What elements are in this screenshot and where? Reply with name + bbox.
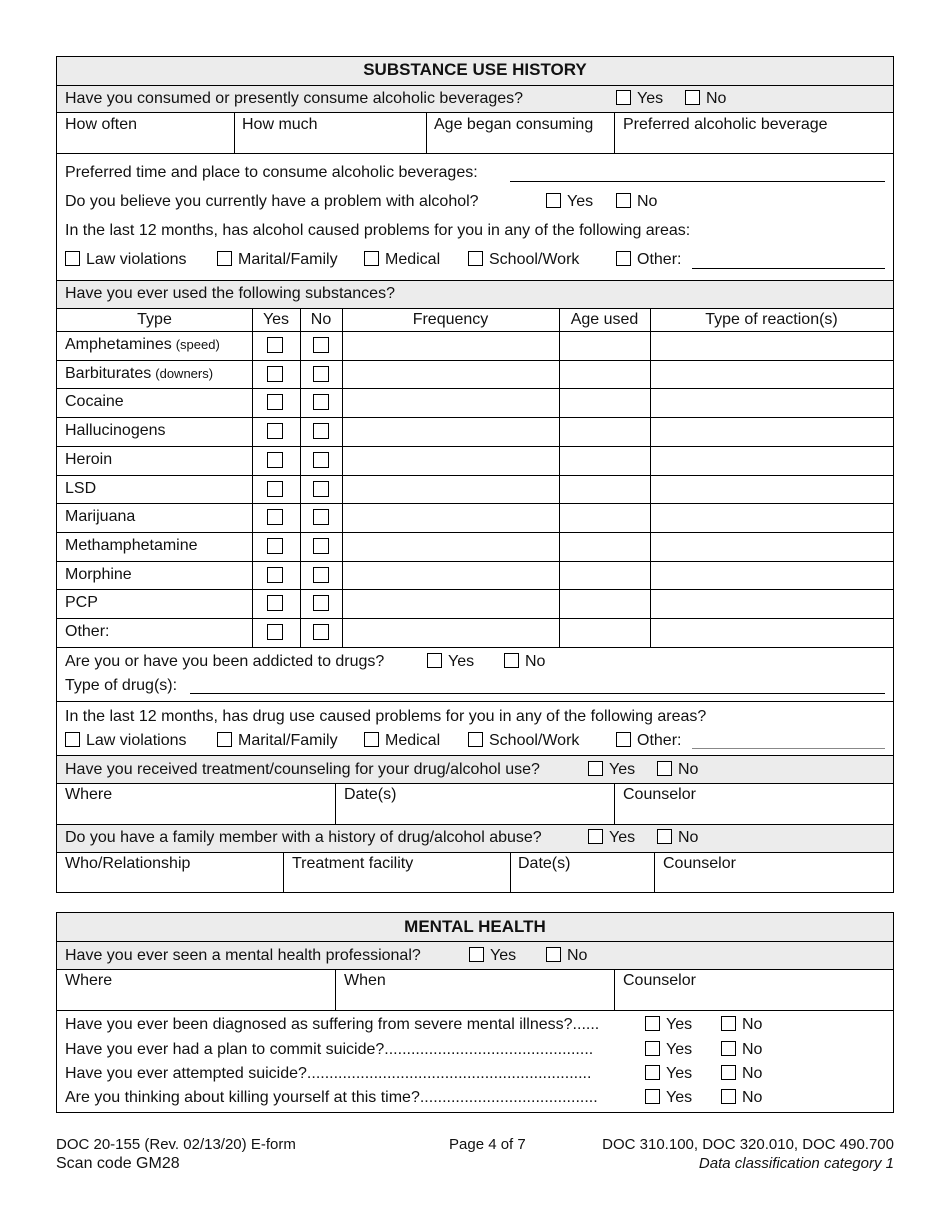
mental-q1-yes[interactable] (645, 1016, 692, 1034)
checkbox[interactable] (645, 1016, 660, 1031)
age-used-cell[interactable] (560, 503, 649, 532)
checkbox[interactable] (468, 251, 483, 266)
age-used-cell[interactable] (560, 618, 649, 647)
mental-question-row (65, 1089, 598, 1107)
checkbox[interactable] (645, 1065, 660, 1080)
substance-name (65, 537, 202, 555)
drug-area-medical[interactable] (364, 732, 440, 750)
substance-label: Hallucinogens (65, 422, 166, 440)
substance-yes-checkbox[interactable] (267, 595, 283, 611)
mental-question-row (65, 1065, 591, 1083)
reaction-cell[interactable] (651, 589, 893, 618)
alcohol-last12-question: In the last 12 months, has alcohol caused problems for you in any of the following areas: (65, 222, 691, 239)
footer-doc-refs: DOC 310.100, DOC 320.010, DOC 490.700 (602, 1136, 894, 1153)
substance-yes-checkbox[interactable] (267, 423, 283, 439)
no-label: No (637, 193, 658, 210)
substance-yes-checkbox[interactable] (267, 366, 283, 382)
mental-q3-no[interactable] (721, 1065, 762, 1083)
frequency-cell[interactable] (343, 532, 558, 561)
seen-no[interactable] (546, 947, 587, 965)
age-used-cell[interactable] (560, 589, 649, 618)
substance-note: (speed) (175, 337, 220, 352)
alcohol-yes-option[interactable] (616, 90, 663, 108)
yes-label: Yes (448, 653, 475, 670)
substance-name (65, 336, 220, 354)
checkbox[interactable] (427, 653, 442, 668)
age-used-cell[interactable] (560, 417, 649, 446)
checkbox[interactable] (588, 829, 603, 844)
treatment-dates-field[interactable]: Date(s) (344, 786, 397, 803)
no-label: No (525, 653, 546, 670)
no-label: No (678, 761, 699, 778)
substance-name (65, 623, 113, 641)
leader-dots: ...... (572, 1016, 600, 1033)
drug-area-school[interactable] (468, 732, 579, 750)
substance-label: Other: (65, 623, 110, 640)
checkbox[interactable] (65, 732, 80, 747)
substance-yes-checkbox[interactable] (267, 394, 283, 410)
mental-when-field[interactable]: When (344, 972, 386, 989)
footer-classification: Data classification category 1 (698, 1155, 894, 1172)
reaction-cell[interactable] (651, 475, 893, 504)
question-text: Are you thinking about killing yourself at this time? (65, 1089, 420, 1106)
alcohol-area-other[interactable] (616, 251, 681, 269)
addicted-no[interactable] (504, 653, 545, 671)
substance-no-checkbox[interactable] (313, 366, 329, 382)
mental-q2-yes[interactable] (645, 1041, 692, 1059)
treatment-counselor-field[interactable]: Counselor (623, 786, 696, 803)
alcohol-area-medical[interactable] (364, 251, 440, 269)
frequency-cell[interactable] (343, 503, 558, 532)
checkbox[interactable] (616, 732, 631, 747)
substance-no-checkbox[interactable] (313, 509, 329, 525)
mental-question-row (65, 1016, 599, 1034)
leader-dots: ................................................................ (306, 1065, 592, 1082)
frequency-cell[interactable] (343, 360, 558, 389)
frequency-cell[interactable] (343, 589, 558, 618)
yes-label: Yes (666, 1041, 693, 1058)
substance-label: PCP (65, 594, 98, 612)
col-reaction: Type of reaction(s) (705, 311, 838, 328)
substance-yes-checkbox[interactable] (267, 337, 283, 353)
reaction-cell[interactable] (651, 388, 893, 417)
checkbox[interactable] (645, 1041, 660, 1056)
alcohol-area-marital[interactable] (217, 251, 338, 269)
area-label: School/Work (489, 251, 580, 268)
col-no: No (310, 311, 332, 328)
substance-name (65, 451, 116, 469)
yes-label: Yes (609, 761, 636, 778)
substance-label: Amphetamines (65, 336, 172, 353)
alcohol-no-checkbox[interactable] (685, 90, 700, 105)
substance-name (65, 422, 170, 440)
checkbox[interactable] (588, 761, 603, 776)
drug-area-law[interactable] (65, 732, 187, 750)
checkbox[interactable] (217, 251, 232, 266)
substance-no-checkbox[interactable] (313, 595, 329, 611)
age-used-cell[interactable] (560, 388, 649, 417)
mental-q1-no[interactable] (721, 1016, 762, 1034)
question-text: Have you ever had a plan to commit suicide? (65, 1041, 385, 1058)
substance-note: (downers) (155, 365, 214, 381)
checkbox[interactable] (657, 761, 672, 776)
addicted-yes[interactable] (427, 653, 474, 671)
age-used-cell[interactable] (560, 561, 649, 590)
drug-types-line[interactable] (190, 693, 885, 694)
substance-title: SUBSTANCE USE HISTORY (363, 60, 587, 79)
mental-q4-yes[interactable] (645, 1089, 692, 1107)
yes-label: Yes (666, 1065, 693, 1082)
col-type: Type (137, 311, 172, 328)
drug-last12-question: In the last 12 months, has drug use caused problems for you in any of the following areas? (65, 708, 707, 725)
addicted-question: Are you or have you been addicted to drugs? (65, 653, 385, 670)
frequency-cell[interactable] (343, 388, 558, 417)
no-label: No (742, 1065, 763, 1082)
mental-counselor-field[interactable]: Counselor (623, 972, 696, 989)
alcohol-area-law[interactable] (65, 251, 187, 269)
yes-label: Yes (637, 90, 664, 107)
no-label: No (706, 90, 727, 107)
drug-other-line[interactable] (692, 748, 885, 749)
reaction-cell[interactable] (651, 618, 893, 647)
substance-label: Cocaine (65, 393, 124, 411)
how-often-field[interactable]: How often (65, 116, 138, 133)
substance-no-checkbox[interactable] (313, 481, 329, 497)
reaction-cell[interactable] (651, 417, 893, 446)
reaction-cell[interactable] (651, 561, 893, 590)
age-used-cell[interactable] (560, 360, 649, 389)
alcohol-other-line[interactable] (692, 268, 885, 269)
age-used-cell[interactable] (560, 532, 649, 561)
drug-area-marital[interactable] (217, 732, 338, 750)
substance-label: Barbiturates (65, 364, 152, 382)
area-label: Other: (637, 732, 682, 749)
age-began-field[interactable]: Age began consuming (434, 116, 594, 133)
substance-yes-checkbox[interactable] (267, 481, 283, 497)
checkbox[interactable] (364, 732, 379, 747)
checkbox[interactable] (721, 1016, 736, 1031)
family-who-field[interactable]: Who/Relationship (65, 855, 191, 872)
substance-no-checkbox[interactable] (313, 423, 329, 439)
treatment-question: Have you received treatment/counseling for your drug/alcohol use? (65, 761, 540, 778)
checkbox[interactable] (645, 1089, 660, 1104)
substance-no-checkbox[interactable] (313, 538, 329, 554)
alcohol-problem-question: Do you believe you currently have a problem with alcohol? (65, 193, 479, 210)
col-yes: Yes (262, 311, 290, 328)
family-counselor-field[interactable]: Counselor (663, 855, 736, 872)
substance-no-checkbox[interactable] (313, 337, 329, 353)
substance-yes-checkbox[interactable] (267, 452, 283, 468)
substance-no-checkbox[interactable] (313, 624, 329, 640)
col-age-used: Age used (570, 311, 639, 328)
mental-q4-no[interactable] (721, 1089, 762, 1107)
substance-yes-checkbox[interactable] (267, 624, 283, 640)
leader-dots: ............................................... (384, 1041, 594, 1058)
alcohol-yes-checkbox[interactable] (616, 90, 631, 105)
frequency-cell[interactable] (343, 475, 558, 504)
yes-label: Yes (567, 193, 594, 210)
mental-q3-yes[interactable] (645, 1065, 692, 1083)
yes-label: Yes (666, 1016, 693, 1033)
substance-name (65, 566, 136, 584)
substance-name (65, 508, 139, 526)
how-much-field[interactable]: How much (242, 116, 318, 133)
frequency-cell[interactable] (343, 446, 558, 475)
area-label: Marital/Family (238, 251, 338, 268)
age-used-cell[interactable] (560, 331, 649, 360)
checkbox[interactable] (65, 251, 80, 266)
alcohol-question: Have you consumed or presently consume alcoholic beverages? (65, 90, 524, 107)
no-label: No (567, 947, 588, 964)
footer-form-number: DOC 20-155 (Rev. 02/13/20) E-form (56, 1136, 296, 1153)
substance-no-checkbox[interactable] (313, 567, 329, 583)
substance-label: Methamphetamine (65, 536, 198, 554)
checkbox[interactable] (469, 947, 484, 962)
drug-types-label: Type of drug(s): (65, 677, 178, 694)
yes-label: Yes (666, 1089, 693, 1106)
substance-no-checkbox[interactable] (313, 452, 329, 468)
age-used-cell[interactable] (560, 446, 649, 475)
area-label: Medical (385, 732, 441, 749)
frequency-cell[interactable] (343, 331, 558, 360)
preferred-beverage-field[interactable]: Preferred alcoholic beverage (623, 116, 828, 133)
no-label: No (678, 829, 699, 846)
question-text: Have you ever attempted suicide? (65, 1065, 307, 1082)
substance-label: Morphine (65, 565, 132, 583)
mental-q2-no[interactable] (721, 1041, 762, 1059)
ever-used-question: Have you ever used the following substances? (65, 285, 395, 302)
no-label: No (742, 1041, 763, 1058)
substance-label: Marijuana (65, 508, 136, 526)
yes-label: Yes (490, 947, 517, 964)
family-dates-field[interactable]: Date(s) (518, 855, 571, 872)
mental-where-field[interactable]: Where (65, 972, 113, 989)
family-no[interactable] (657, 829, 698, 847)
mental-question-row (65, 1041, 593, 1059)
area-label: Medical (385, 251, 441, 268)
reaction-cell[interactable] (651, 331, 893, 360)
mental-title: MENTAL HEALTH (404, 917, 546, 936)
alcohol-problem-no[interactable] (616, 193, 657, 211)
area-label: Marital/Family (238, 732, 338, 749)
frequency-cell[interactable] (343, 618, 558, 647)
checkbox[interactable] (616, 251, 631, 266)
no-label: No (742, 1089, 763, 1106)
substance-yes-checkbox[interactable] (267, 509, 283, 525)
frequency-cell[interactable] (343, 417, 558, 446)
family-question: Do you have a family member with a history of drug/alcohol abuse? (65, 829, 542, 846)
seen-professional-question: Have you ever seen a mental health professional? (65, 947, 421, 964)
substance-name (65, 365, 213, 383)
question-text: Have you ever been diagnosed as suffering from severe mental illness? (65, 1016, 573, 1033)
footer-page-number: Page 4 of 7 (449, 1136, 526, 1153)
checkbox[interactable] (721, 1065, 736, 1080)
alcohol-problem-yes[interactable] (546, 193, 593, 211)
checkbox[interactable] (546, 947, 561, 962)
checkbox[interactable] (721, 1041, 736, 1056)
treatment-no[interactable] (657, 761, 698, 779)
reaction-cell[interactable] (651, 503, 893, 532)
substance-no-checkbox[interactable] (313, 394, 329, 410)
area-label: Law violations (86, 251, 187, 268)
preferred-time-line[interactable] (510, 181, 885, 182)
no-label: No (742, 1016, 763, 1033)
yes-label: Yes (609, 829, 636, 846)
reaction-cell[interactable] (651, 532, 893, 561)
leader-dots: ........................................ (419, 1089, 598, 1106)
checkbox[interactable] (468, 732, 483, 747)
treatment-yes[interactable] (588, 761, 635, 779)
substance-name (65, 480, 100, 498)
checkbox[interactable] (546, 193, 561, 208)
checkbox[interactable] (217, 732, 232, 747)
substance-name (65, 393, 128, 411)
substance-name (65, 594, 102, 612)
area-label: School/Work (489, 732, 580, 749)
reaction-cell[interactable] (651, 360, 893, 389)
footer-scan-code: Scan code GM28 (56, 1155, 180, 1172)
family-facility-field[interactable]: Treatment facility (292, 855, 414, 872)
treatment-where-field[interactable]: Where (65, 786, 113, 803)
drug-area-other[interactable] (616, 732, 681, 750)
checkbox[interactable] (657, 829, 672, 844)
frequency-cell[interactable] (343, 561, 558, 590)
alcohol-no-option[interactable] (685, 90, 726, 108)
substance-label: Heroin (65, 450, 113, 468)
checkbox[interactable] (364, 251, 379, 266)
seen-yes[interactable] (469, 947, 516, 965)
age-used-cell[interactable] (560, 475, 649, 504)
substance-label: LSD (65, 479, 97, 497)
substance-yes-checkbox[interactable] (267, 538, 283, 554)
family-yes[interactable] (588, 829, 635, 847)
preferred-time-label: Preferred time and place to consume alcoholic beverages: (65, 164, 478, 181)
area-label: Other: (637, 251, 682, 268)
checkbox[interactable] (616, 193, 631, 208)
checkbox[interactable] (721, 1089, 736, 1104)
checkbox[interactable] (504, 653, 519, 668)
substance-yes-checkbox[interactable] (267, 567, 283, 583)
col-frequency: Frequency (412, 311, 489, 328)
reaction-cell[interactable] (651, 446, 893, 475)
alcohol-area-school[interactable] (468, 251, 579, 269)
area-label: Law violations (86, 732, 187, 749)
